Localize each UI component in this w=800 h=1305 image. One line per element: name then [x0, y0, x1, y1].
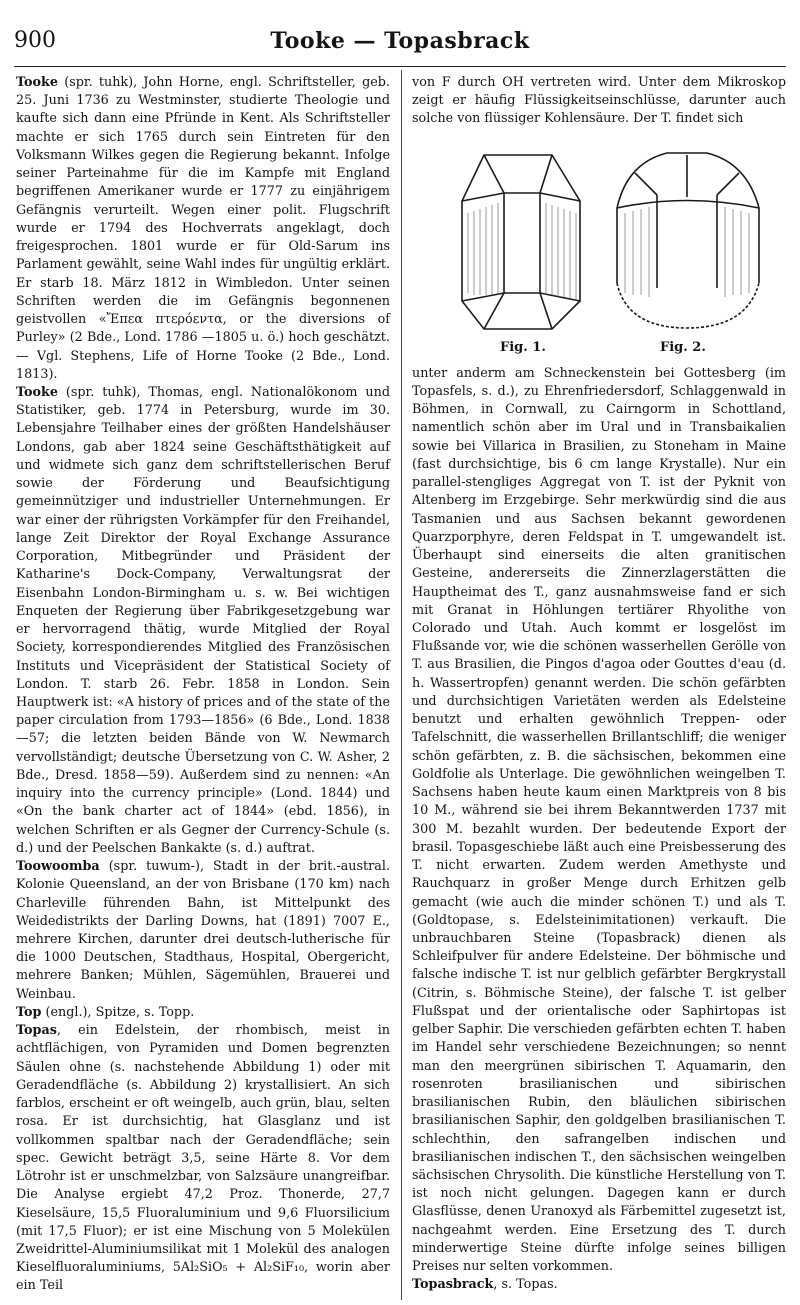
header-rule — [14, 66, 786, 67]
entry-tooke-thomas — [16, 384, 390, 858]
figure-1-caption: Fig. 1. — [500, 339, 546, 355]
entry-keyword: Topasbrack — [412, 1277, 494, 1293]
entry-text: , ein Edelstein, der rhombisch, meist in achtflächigen, von Pyramiden und Domen begrenzten Säulen ohne (s. nachstehende Abbildung 1) oder mit Geradendfläche (s. Abbildung 2) krystallisiert. An sich farblos, erscheint er oft weingelb, auch grün, blau, selten rosa. Er ist durchsichtig, hat Glasglanz und ist vollkommen spaltbar nach der Geradendfläche; sein spec. Gewicht beträgt 3,5, seine Härte 8. Vor dem Lötrohr ist er unschmelzbar, von Salzsäure unangreifbar. Die Analyse ergiebt 47,2 Proz. Thonerde, 27,7 Kieselsäure, 15,5 Fluoraluminium und 9,6 Fluorsilicium (mit 17,5 Fluor); er ist eine Mischung von 5 Molekülen Zweidrittel-Aluminiumsilikat mit 1 Molekül des analogen Kieselfluoraluminiums, 5Al₂SiO₅ + Al₂SiF₁₀, worin aber ein Teil — [16, 1023, 390, 1294]
topas-continued-text: von F durch OH vertreten wird. Unter dem Mikroskop zeigt er häufig Flüssigkeitseinschlüsse, darunter auch solche von flüssiger Kohlensäure. Der T. findet sich — [412, 75, 786, 127]
running-header: Tooke — Topasbrack — [270, 28, 530, 54]
entry-text: (spr. tuhk), Thomas, engl. Nationalökonom und Statistiker, geb. 1774 in Petersburg, wurde im 30. Lebensjahre Teilhaber eines der größten Handelshäuser Londons, gab aber 1824 seine Geschäftsthätigkeit auf und widmete sich ganz dem schriftstellerischen Beruf sowie der Förderung und Beaufsichtigung gemeinnütziger und industrieller Unternehmungen. Er war einer der rührigsten Vorkämpfer für den Freihandel, lange Zeit Direktor der Royal Exchange Assurance Corporation, Mitbegründer und Präsident der Katharine's Dock-Company, Verwaltungsrat der Eisenbahn London-Birmingham u. s. w. Bei wichtigen Enqueten der Regierung über Fabrikgesetzgebung war er hervorragend thätig, wurde Mitglied der Royal Society, korrespondierendes Mitglied des Französischen Instituts und Vicepräsident der Statistical Society of London. T. starb 26. Febr. 1858 in London. Sein Hauptwerk ist: «A history of prices and of the state of the paper circulation from 1793—1856» (6 Bde., Lond. 1838—57; die letzten beiden Bände von W. Newmarch vervollständigt; deutsche Übersetzung von C. W. Asher, 2 Bde., Dresd. 1858—59). Außerdem sind zu nennen: «An inquiry into the currency principle» (Lond. 1844) und «On the bank charter act of 1844» (ebd. 1856), in welchen Schriften er als Gegner der Currency-Schule (s. d.) und der Peelschen Bankakte (s. d.) auftrat. — [16, 384, 390, 856]
entry-topasbrack — [412, 1276, 786, 1294]
figure-2-caption: Fig. 2. — [660, 339, 706, 355]
topaz-crystal-figure-2 — [597, 133, 777, 338]
entry-text: , s. Topas. — [493, 1277, 558, 1293]
right-column — [412, 74, 786, 1295]
topas-occurrence-text: unter anderm am Schneckenstein bei Gottesberg (im Topasfels, s. d.), zu Ehrenfriedersdorf, Schlaggenwald in Böhmen, in Cornwall, zu Cairngorm in Schottland, namentlich schön aber im Ural und in Transbaikalien sowie bei Villarica in Brasilien, zu Stoneham in Maine (fast durchsichtige, bis 6 cm lange Krystalle). Nur ein parallel-stengliges Aggregat von T. ist der Pyknit von Altenberg im Erzgebirge. Sehr merkwürdig sind die aus Tasmanien und aus Sachsen bekannt gewordenen Quarzporphyre, deren Feldspat in T. umgewandelt ist. Überhaupt sind einerseits die alten granitischen Gesteine, andererseits die Zinnerzlagerstätten die Hauptheimat des T., ganz ausnahmsweise fand er sich mit Granat in Höhlungen tertiärer Rhyolithe von Colorado und Utah. Auch kommt er losgelöst im Flußsande vor, wie die schönen wasserhellen Gerölle von T. aus Brasilien, die Pingos d'agoa oder Gouttes d'eau (d. h. Wassertropfen) genannt werden. Die schön gefärbten und durchsichtigen Varietäten werden als Edelsteine benutzt und erhalten gewöhnlich Treppen- oder Tafelschnitt, die wasserhellen Brillantschliff; die weniger schön gefärbten, z. B. die sächsischen, bekommen eine Goldfolie als Unterlage. Die gewöhnlichen weingelben T. Sachsens haben heute kaum einen Marktpreis von 8 bis 10 M., während sie bei ihrem Bekanntwerden 1737 mit 300 M. bezahlt wurden. Der bedeutende Export der brasil. Topasgeschiebe läßt auch eine Preisbesserung des T. nicht erwarten. Zudem werden Amethyste und Rauchquarz in großer Menge durch Erhitzen gelb gemacht (wie auch die minder schönen T.) und als T. (Goldtopase, s. Edelsteinimitationen) verkauft. Die unbrauchbaren Steine (Topasbrack) dienen als Schleifpulver für andere Edelsteine. Der böhmische und falsche indische T. ist nur gelblich gefärbter Bergkrystall (Citrin, s. Böhmische Steine), der falsche T. ist gelber Flußspat und der orientalische oder Saphirtopas ist gelber Saphir. Die verschieden gefärbten echten T. haben im Handel sehr verschiedene Bezeichnungen; so nennt man den meergrünen sibirischen T. Aquamarin, den rosenroten brasilianischen und sibirischen brasilianischen Rubin, den bläulichen sibirischen brasilianischen Saphir, den goldgelben brasilianischen T. schlechthin, den safrangelben indischen und brasilianischen indischen T., den sächsischen weingelben sächsischen Chrysolith. Die künstliche Herstellung von T. ist noch nicht gelungen. Dagegen kann er durch Glasflüsse, denen Uranoxyd als Färbemittel zugesetzt ist, nachgeahmt werden. Eine Ersetzung des T. durch minderwertige Steine dürfte infolge seines billigen Preises nur selten vorkommen. — [412, 365, 786, 1275]
crystal-figures — [412, 133, 786, 359]
column-divider — [401, 70, 402, 1300]
left-column — [16, 74, 390, 1296]
entry-keyword: Tooke — [16, 75, 58, 90]
page-number: 900 — [14, 28, 56, 53]
entry-text: (engl.), Spitze, s. Topp. — [41, 1004, 195, 1020]
entry-keyword: Topas — [16, 1023, 57, 1039]
entry-keyword: Top — [16, 1004, 42, 1020]
entry-keyword: Tooke — [16, 384, 58, 400]
entry-topas — [16, 1022, 390, 1296]
entry-keyword: Toowoomba — [16, 859, 100, 875]
entry-text: (spr. tuhk), John Horne, engl. Schriftsteller, geb. 25. Juni 1736 zu Westminster, studierte Theologie und kaufte sich dann eine Pfründe in Kent. Als Schriftsteller machte er sich 1765 durch sein Eintreten für den Volksmann Wilkes gegen die Regierung bekannt. Infolge seiner Parteinahme für die im Kampfe mit England begriffenen Amerikaner wurde er 1777 zu einjährigem Gefängnis verurteilt. Wegen einer polit. Flugschrift wurde er 1794 des Hochverrats angeklagt, doch freigesprochen. 1801 wurde er für Old-Sarum ins Parlament gewählt, seine Wahl indes für ungültig erklärt. Er starb 18. März 1812 in Wimbledon. Unter seinen Schriften werden die im Gefängnis begonnenen geistvollen «Ἔπεα πτερόεντα, or the diversions of Purley» (2 Bde., Lond. 1786 —1805 u. ö.) hoch geschätzt. — Vgl. Stephens, Life of Horne Tooke (2 Bde., Lond. 1813). — [16, 75, 390, 382]
entry-tooke-john — [16, 74, 390, 384]
topaz-crystal-figure-1 — [452, 133, 592, 338]
entry-text: (spr. tuwum-), Stadt in der brit.-austral. Kolonie Queensland, an der von Brisbane (170 km) nach Charleville führenden Bahn, ist Mittelpunkt des Weidedistrikts der Darling Downs, hat (1891) 7007 E., mehrere Kirchen, darunter drei deutsch-lutherische für die 1000 Deutschen, Stadthaus, Hospital, Obergericht, mehrere Banken; Mühlen, Sägemühlen, Brauerei und Weinbau. — [16, 859, 390, 1002]
entry-top — [16, 1004, 390, 1022]
entry-toowoomba — [16, 858, 390, 1004]
